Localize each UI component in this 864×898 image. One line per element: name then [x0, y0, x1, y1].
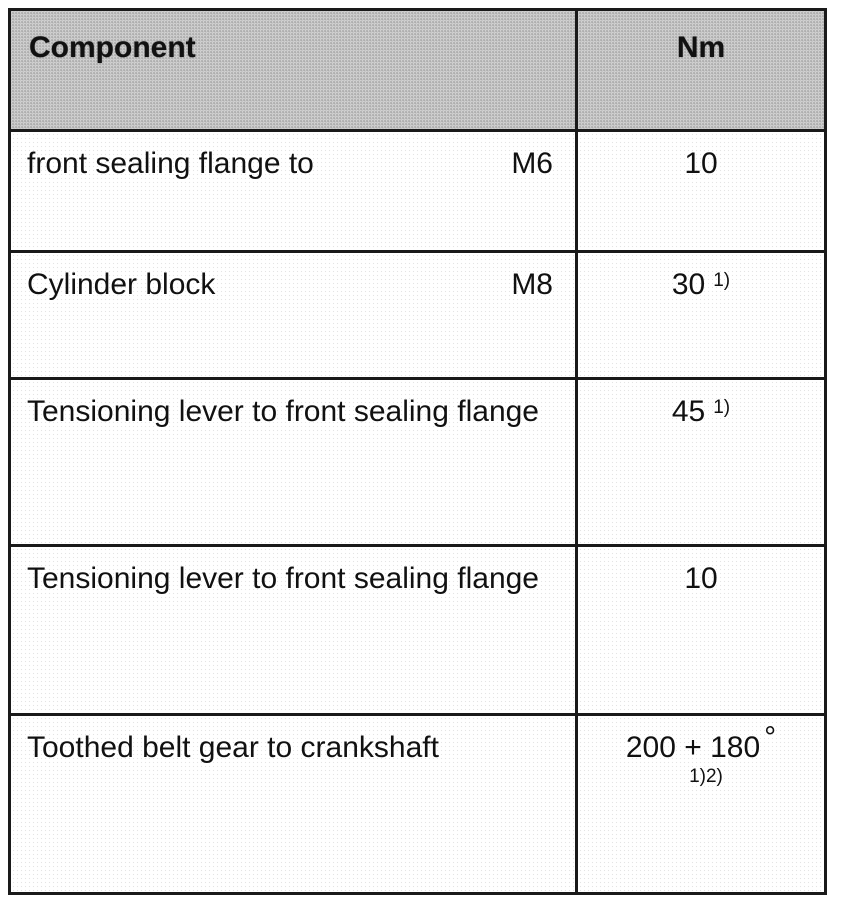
table-row [10, 131, 826, 252]
torque-value: 10 [684, 562, 718, 595]
torque-value: 10 [684, 147, 718, 180]
torque-cell [577, 131, 826, 252]
torque-value-group [578, 142, 824, 185]
component-cell [10, 546, 577, 715]
torque-value-group [578, 263, 824, 310]
torque-cell [577, 252, 826, 379]
component-label: front sealing flange to [27, 147, 314, 180]
torque-value: 45 [671, 395, 706, 428]
torque-value: 30 [671, 268, 706, 301]
component-cell [10, 715, 577, 894]
component-label: Tensioning lever to front sealing flange [27, 395, 539, 428]
component-column-header [10, 10, 577, 131]
table-row [10, 546, 826, 715]
footnote-marker: 1) [713, 397, 731, 418]
table-row [10, 252, 826, 379]
component-label: Tensioning lever to front sealing flange [27, 562, 539, 595]
thread-size-label: M8 [511, 268, 553, 301]
torque-value-group [578, 721, 824, 787]
table-header-row [10, 10, 826, 131]
component-header-label: Component [29, 31, 196, 64]
torque-spec-table [8, 8, 827, 895]
table-row [10, 715, 826, 894]
component-label: Cylinder block [27, 268, 216, 301]
torque-cell [577, 715, 826, 894]
component-cell [10, 252, 577, 379]
footnote-marker: 1) [713, 270, 731, 291]
component-cell [10, 131, 577, 252]
degree-symbol: ° [764, 721, 777, 754]
component-cell [10, 379, 577, 546]
torque-value: 200 + 180 [625, 731, 761, 764]
table-row [10, 379, 826, 546]
torque-cell [577, 379, 826, 546]
thread-size-label: M6 [511, 147, 553, 180]
nm-column-header [577, 10, 826, 131]
component-label: Toothed belt gear to crankshaft [27, 731, 439, 764]
footnote-marker: 1)2) [689, 766, 723, 787]
torque-value-group [578, 557, 824, 600]
torque-cell [577, 546, 826, 715]
nm-header-label: Nm [676, 31, 726, 64]
torque-value-group [578, 390, 824, 437]
